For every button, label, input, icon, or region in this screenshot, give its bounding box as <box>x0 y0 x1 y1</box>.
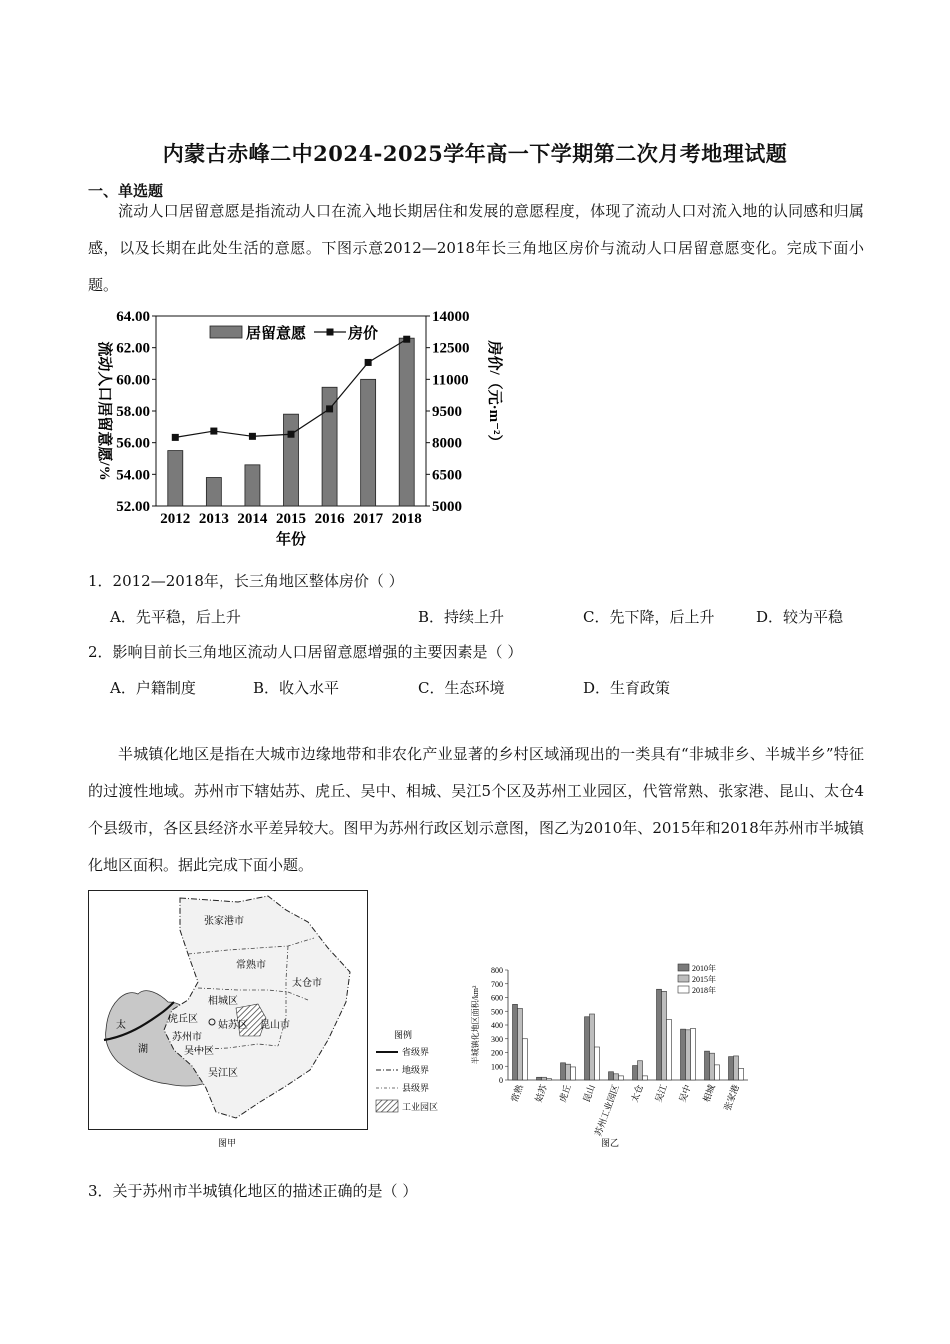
chart1-point-house-price <box>288 431 295 438</box>
chart2-xtick-label: 常熟 <box>509 1083 525 1104</box>
chart1-ytick-right-label: 5000 <box>432 499 462 515</box>
chart1-ytick-right-label: 8000 <box>432 435 462 452</box>
chart2-bar-2015年 <box>518 1009 523 1081</box>
chart2-bar-2015年 <box>638 1061 643 1080</box>
chart2-xtick-label: 张家港 <box>722 1083 741 1113</box>
chart-semi-urbanized-area <box>466 960 766 1158</box>
label-wujiang: 吴江区 <box>208 1068 238 1079</box>
chart2-ytick-label: 100 <box>491 1062 503 1072</box>
figure-suzhou-map <box>88 890 458 1156</box>
question-3-stem: 3．关于苏州市半城镇化地区的描述正确的是（ ） <box>88 1182 418 1200</box>
chart1-point-house-price <box>210 428 217 435</box>
chart2-bar-2010年 <box>537 1077 542 1080</box>
chart1-ylabel-right: 房价/（元·m⁻²） <box>486 340 502 450</box>
chart1-bar-residence <box>206 478 221 507</box>
chart2-bar-2010年 <box>705 1051 710 1080</box>
chart2-bar-2018年 <box>643 1076 648 1080</box>
chart1-ytick-left-label: 58.00 <box>116 404 150 420</box>
chart2-caption: 图乙 <box>600 1138 620 1148</box>
label-xiangcheng: 相城区 <box>208 996 238 1007</box>
legend-title: 图例 <box>394 1030 413 1040</box>
chart2-xtick-label: 苏州工业园区 <box>593 1083 621 1138</box>
chart1-xtick-label: 2018 <box>391 511 422 527</box>
question-1-option-d[interactable]: D．较为平稳 <box>756 608 844 626</box>
chart2-svg <box>466 960 766 1154</box>
document-title: 内蒙古赤峰二中2024-2025学年高一下学期第二次月考地理试题 <box>162 141 788 166</box>
chart2-legend-label: 2010年 <box>692 964 716 973</box>
chart2-xtick-label: 吴江 <box>653 1083 669 1104</box>
legend-industrial: 工业园区 <box>402 1102 439 1112</box>
chart2-bar-2018年 <box>571 1067 576 1080</box>
legend-county: 县级界 <box>402 1083 430 1093</box>
chart1-legend-house-price: 房价 <box>348 326 379 342</box>
chart1-ylabel-left: 流动人口居留意愿/% <box>96 341 112 481</box>
chart1-ytick-left-label: 52.00 <box>116 499 150 515</box>
chart2-xtick-label: 相城 <box>701 1083 717 1104</box>
chart2-bar-2018年 <box>667 1020 672 1081</box>
chart2-legend-label: 2015年 <box>692 975 716 984</box>
chart2-legend-swatch <box>678 975 689 982</box>
question-1-option-c[interactable]: C．先下降，后上升 <box>583 608 715 626</box>
chart1-legend-residence: 居留意愿 <box>246 326 307 342</box>
chart1-ytick-right-label: 11000 <box>432 372 469 389</box>
chart1-xtick-label: 2017 <box>353 511 384 527</box>
chart2-bar-2010年 <box>633 1066 638 1080</box>
chart1-point-house-price <box>403 336 410 343</box>
chart2-legend-swatch <box>678 964 689 971</box>
chart2-xtick-label: 吴中 <box>677 1083 693 1104</box>
chart1-bar-residence <box>245 465 260 506</box>
chart2-bar-2018年 <box>715 1065 720 1080</box>
chart2-bar-2015年 <box>566 1064 571 1080</box>
chart-house-price-residence <box>86 300 526 556</box>
label-tai: 太 <box>116 1020 126 1031</box>
chart2-ytick-label: 400 <box>491 1021 503 1030</box>
suzhou-map-svg <box>88 890 458 1152</box>
question-2-stem: 2．影响目前长三角地区流动人口居留意愿增强的主要因素是（ ） <box>88 643 523 661</box>
chart1-xtick-label: 2016 <box>314 511 345 527</box>
chart2-ylabel: 半城镇化地区面积/km² <box>471 985 480 1065</box>
chart2-xtick-label: 虎丘 <box>557 1083 573 1104</box>
chart2-ytick-label: 200 <box>491 1048 503 1058</box>
label-taicang: 太仓市 <box>292 978 322 989</box>
label-gusu: 姑苏区 <box>218 1020 248 1031</box>
chart2-bar-2010年 <box>561 1063 566 1080</box>
chart2-ytick-label: 0 <box>499 1076 503 1085</box>
chart2-ytick-label: 800 <box>491 966 503 975</box>
chart1-point-house-price <box>249 433 256 440</box>
chart1-ytick-left-label: 56.00 <box>116 435 150 452</box>
label-wuzhong: 吴中区 <box>184 1046 214 1057</box>
chart1-xlabel: 年份 <box>275 532 307 548</box>
legend-province: 省级界 <box>402 1047 430 1057</box>
chart2-bar-2010年 <box>585 1017 590 1080</box>
chart2-bar-2015年 <box>734 1056 739 1080</box>
chart1-bar-residence <box>284 414 299 506</box>
chart1-bar-residence <box>399 338 414 506</box>
chart1-point-house-price <box>326 405 333 412</box>
label-huqiu: 虎丘区 <box>168 1014 198 1025</box>
chart1-ytick-left-label: 54.00 <box>116 467 150 484</box>
label-zhangjiagang: 张家港市 <box>204 916 244 927</box>
chart2-ytick-label: 500 <box>491 1007 503 1017</box>
chart2-bar-2018年 <box>547 1079 552 1080</box>
chart2-bar-2010年 <box>681 1029 686 1080</box>
chart2-bar-2015年 <box>710 1053 715 1080</box>
chart1-bar-residence <box>168 451 183 506</box>
chart1-point-house-price <box>172 434 179 441</box>
chart2-bar-2015年 <box>662 991 667 1080</box>
label-kunshan: 昆山市 <box>260 1020 290 1031</box>
chart1-ytick-right-label: 6500 <box>432 467 462 484</box>
chart2-legend-swatch <box>678 986 689 993</box>
chart2-bar-2018年 <box>691 1028 696 1080</box>
section-heading: 一、单选题 <box>88 182 164 200</box>
chart1-bar-residence <box>361 379 376 506</box>
legend-industrial-swatch <box>376 1100 398 1112</box>
chart1-xtick-label: 2014 <box>237 511 268 527</box>
question-1-stem: 1．2012—2018年，长三角地区整体房价（ ） <box>88 572 404 590</box>
chart1-ytick-right-label: 9500 <box>432 404 462 420</box>
chart1-legend-point-swatch <box>327 329 334 336</box>
chart1-ytick-left-label: 64.00 <box>116 309 150 325</box>
map-caption: 图甲 <box>218 1138 237 1148</box>
label-changshu: 常熟市 <box>236 960 266 971</box>
question-2-option-a[interactable]: A．户籍制度 <box>110 679 196 697</box>
label-hu: 湖 <box>138 1044 148 1055</box>
question-2-option-b[interactable]: B．收入水平 <box>253 679 340 697</box>
chart1-point-house-price <box>365 359 372 366</box>
chart2-bar-2015年 <box>614 1074 619 1080</box>
chart2-xtick-label: 太仓 <box>629 1083 645 1104</box>
chart2-ytick-label: 300 <box>491 1034 503 1044</box>
chart1-ytick-left-label: 60.00 <box>116 372 150 389</box>
chart2-bar-2018年 <box>619 1076 624 1080</box>
chart1-svg <box>86 300 526 552</box>
chart2-bar-2010年 <box>657 989 662 1080</box>
chart2-bar-2010年 <box>513 1004 518 1080</box>
chart2-legend-label: 2018年 <box>692 986 716 995</box>
chart1-xtick-label: 2015 <box>276 511 306 527</box>
chart2-bar-2018年 <box>523 1039 528 1080</box>
chart1-ytick-right-label: 12500 <box>432 340 470 357</box>
chart2-bar-2018年 <box>595 1047 600 1080</box>
passage-2: 半城镇化地区是指在大城市边缘地带和非农化产业显著的乡村区域涌现出的一类具有“非城非乡、半城半乡”特征的过渡性地域。苏州市下辖姑苏、虎丘、吴中、相城、吴江5个区及苏州工业园区，代管常熟、张家港、昆山、太仓4个县级市，各区县经济水平差异较大。图甲为苏州行政区划示意图，图乙为2010年、2015年和2018年苏州市半城镇化地区面积。据此完成下面小题。 <box>88 745 864 874</box>
passage-1: 流动人口居留意愿是指流动人口在流入地长期居住和发展的意愿程度，体现了流动人口对流入地的认同感和归属感，以及长期在此处生活的意愿。下图示意2012—2018年长三角地区房价与流动人口居留意愿变化。完成下面小题。 <box>88 202 864 294</box>
chart2-ytick-label: 700 <box>491 979 503 989</box>
chart1-xtick-label: 2013 <box>198 511 229 527</box>
chart1-bar-residence <box>322 387 337 506</box>
chart2-bar-2015年 <box>686 1030 691 1080</box>
chart1-xtick-label: 2012 <box>160 511 191 527</box>
question-1-option-b[interactable]: B．持续上升 <box>418 608 505 626</box>
chart2-bar-2010年 <box>729 1057 734 1080</box>
chart2-ytick-label: 600 <box>491 993 503 1003</box>
chart2-bar-2015年 <box>590 1014 595 1080</box>
chart1-ytick-left-label: 62.00 <box>116 340 150 357</box>
question-2-option-d[interactable]: D．生育政策 <box>583 679 671 697</box>
chart2-bar-2018年 <box>739 1068 744 1080</box>
legend-municipal: 地级界 <box>402 1065 430 1075</box>
chart2-bar-2015年 <box>542 1077 547 1080</box>
chart2-xtick-label: 昆山 <box>581 1083 597 1104</box>
chart2-bar-2010年 <box>609 1072 614 1080</box>
chart2-xtick-label: 姑苏 <box>533 1083 549 1104</box>
label-suzhou: 苏州市 <box>172 1032 202 1043</box>
chart1-legend-bar-swatch <box>210 326 242 338</box>
question-2-option-c[interactable]: C．生态环境 <box>418 679 505 697</box>
chart1-ytick-right-label: 14000 <box>432 309 470 325</box>
question-1-option-a[interactable]: A．先平稳，后上升 <box>110 608 241 626</box>
